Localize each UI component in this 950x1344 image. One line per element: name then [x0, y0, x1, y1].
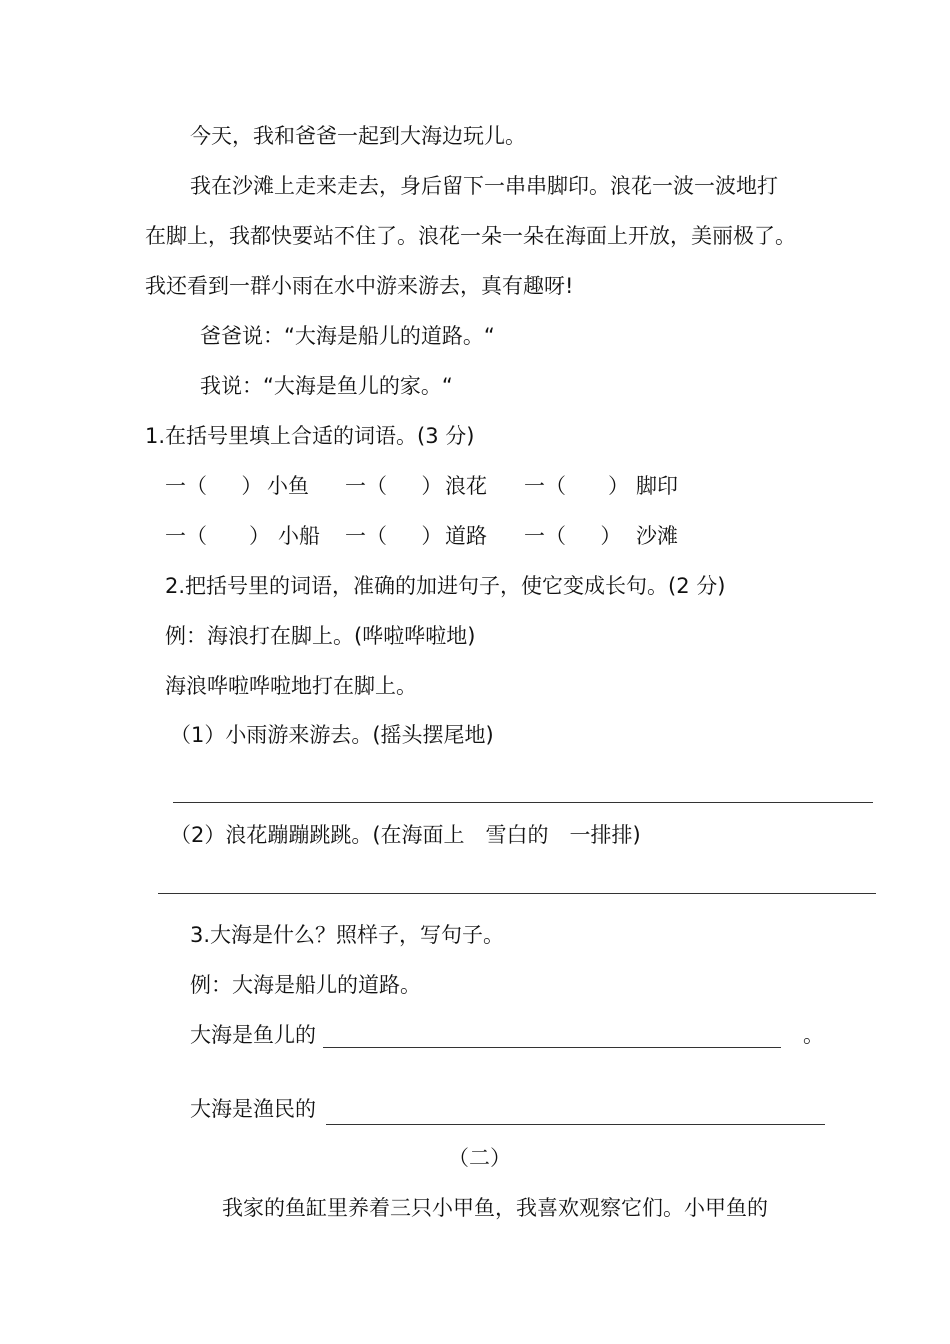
- question2-example-answer: 海浪哗啦哗啦地打在脚上。: [165, 674, 417, 698]
- question2-example: 例：海浪打在脚上。(哗啦哗啦地): [165, 624, 476, 648]
- answer-line-fill2[interactable]: [326, 1124, 825, 1125]
- answer-line-item1[interactable]: [173, 802, 873, 803]
- question2-title: 2.把括号里的词语，准确的加进句子，使它变成长句。(2 分): [165, 574, 726, 598]
- section2-paragraph1: 我家的鱼缸里养着三只小甲鱼，我喜欢观察它们。小甲鱼的: [222, 1196, 768, 1220]
- q1-row1-item1-word: 小鱼: [267, 474, 309, 498]
- q1-row2-item1-word: 小船: [278, 524, 320, 548]
- q1-row2-item3-blank: 一（ ）: [524, 524, 622, 548]
- q1-row2-item3-word: 沙滩: [636, 524, 678, 548]
- question3-fill1-prefix: 大海是鱼儿的: [190, 1023, 316, 1047]
- q1-row2-item2-word: 道路: [445, 524, 487, 548]
- passage1-paragraph3: 爸爸说：“大海是船儿的道路。“: [200, 324, 495, 348]
- question3-example: 例：大海是船儿的道路。: [190, 973, 421, 997]
- q1-row2-item1-blank: 一（ ）: [165, 524, 270, 548]
- q1-row1-item3-word: 脚印: [636, 474, 678, 498]
- question3-fill1-suffix: 。: [803, 1023, 824, 1047]
- passage1-paragraph4: 我说：“大海是鱼儿的家。“: [200, 374, 453, 398]
- q1-row2-item2-blank: 一（ ）: [345, 524, 443, 548]
- q1-row1-item3-blank: 一（ ）: [524, 474, 629, 498]
- answer-line-item2[interactable]: [158, 893, 876, 894]
- passage1-paragraph2-line3: 我还看到一群小雨在水中游来游去，真有趣呀!: [145, 274, 574, 298]
- passage1-paragraph2-line2: 在脚上，我都快要站不住了。浪花一朵一朵在海面上开放，美丽极了。: [145, 224, 796, 248]
- question2-item2: （2）浪花蹦蹦跳跳。(在海面上 雪白的 一排排): [170, 823, 641, 847]
- question3-title: 3.大海是什么？照样子，写句子。: [190, 923, 505, 947]
- passage1-paragraph1: 今天，我和爸爸一起到大海边玩儿。: [190, 124, 526, 148]
- section2-heading: （二）: [448, 1146, 511, 1170]
- q1-row1-item2-word: 浪花: [445, 474, 487, 498]
- answer-line-fill1[interactable]: [323, 1047, 781, 1048]
- question1-title: 1.在括号里填上合适的词语。(3 分): [145, 424, 475, 448]
- passage1-paragraph2-line1: 我在沙滩上走来走去，身后留下一串串脚印。浪花一波一波地打: [190, 174, 778, 198]
- question2-item1: （1）小雨游来游去。(摇头摆尾地): [170, 723, 494, 747]
- q1-row1-item2-blank: 一（ ）: [345, 474, 443, 498]
- question3-fill2-prefix: 大海是渔民的: [190, 1097, 316, 1121]
- q1-row1-item1-blank: 一（ ）: [165, 474, 263, 498]
